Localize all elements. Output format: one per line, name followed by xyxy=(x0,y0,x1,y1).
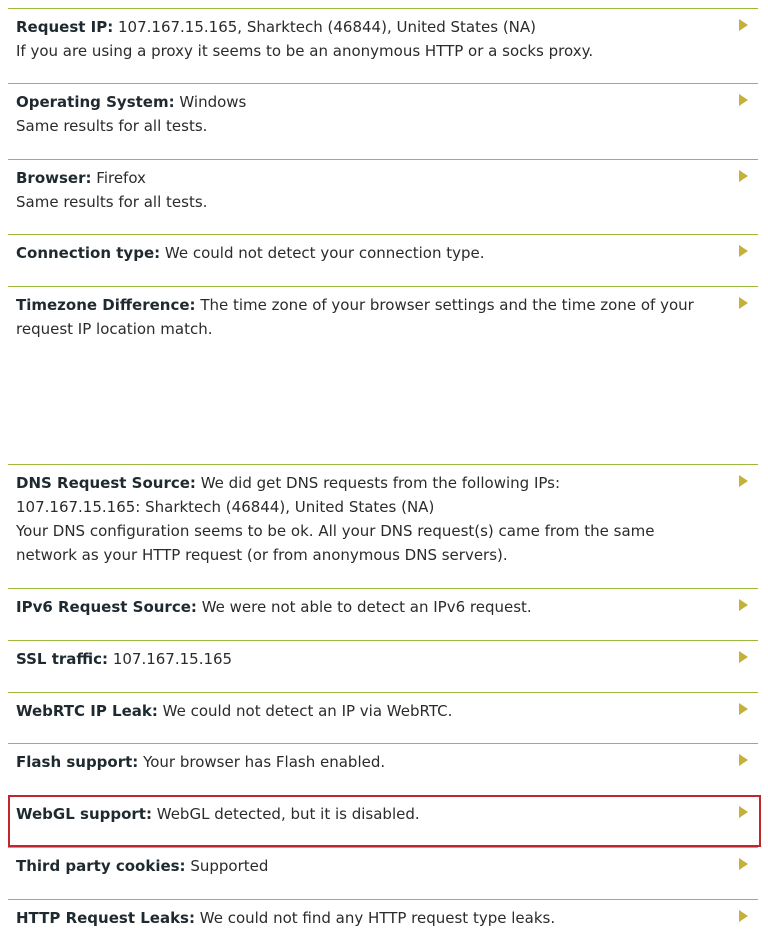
row-label: DNS Request Source: xyxy=(16,474,196,492)
row-value: We could not detect an IP via WebRTC. xyxy=(162,702,453,720)
result-row-request-ip[interactable] xyxy=(8,8,758,63)
expand-arrow-icon[interactable] xyxy=(739,858,748,870)
row-detail: Same results for all tests. xyxy=(16,117,208,135)
result-row-dns-request-source[interactable] xyxy=(8,464,758,567)
result-row-timezone-difference[interactable] xyxy=(8,286,758,341)
row-value: Windows xyxy=(179,93,247,111)
expand-arrow-icon[interactable] xyxy=(739,754,748,766)
row-label: Request IP: xyxy=(16,18,114,36)
row-label: HTTP Request Leaks: xyxy=(16,909,195,927)
row-detail: If you are using a proxy it seems to be an anonymous HTTP or a socks proxy. xyxy=(16,42,594,60)
expand-arrow-icon[interactable] xyxy=(739,170,748,182)
highlight-box xyxy=(8,795,761,847)
row-label: Flash support: xyxy=(16,753,139,771)
row-label: Browser: xyxy=(16,169,92,187)
row-label: Third party cookies: xyxy=(16,857,186,875)
expand-arrow-icon[interactable] xyxy=(739,703,748,715)
expand-arrow-icon[interactable] xyxy=(739,297,748,309)
row-value: We could not find any HTTP request type leaks. xyxy=(199,909,556,927)
row-label: WebGL support: xyxy=(16,805,152,823)
row-label: Operating System: xyxy=(16,93,175,111)
row-label: IPv6 Request Source: xyxy=(16,598,197,616)
result-row-webrtc-ip-leak[interactable] xyxy=(8,692,758,723)
result-row-flash-support[interactable] xyxy=(8,743,758,774)
row-value: 107.167.15.165 xyxy=(112,650,233,668)
result-row-ssl-traffic[interactable] xyxy=(8,640,758,671)
expand-arrow-icon[interactable] xyxy=(739,651,748,663)
row-value: WebGL detected, but it is disabled. xyxy=(156,805,420,823)
row-detail: 107.167.15.165: Sharktech (46844), United States (NA) xyxy=(16,498,435,516)
expand-arrow-icon[interactable] xyxy=(739,94,748,106)
result-row-browser[interactable] xyxy=(8,159,758,214)
row-label: Connection type: xyxy=(16,244,161,262)
row-label: SSL traffic: xyxy=(16,650,109,668)
result-row-connection-type[interactable] xyxy=(8,234,758,265)
row-detail: Your DNS configuration seems to be ok. All your DNS request(s) came from the same network as your HTTP request (or from anonymous DNS servers). xyxy=(16,522,655,564)
expand-arrow-icon[interactable] xyxy=(739,599,748,611)
result-row-ipv6-request-source[interactable] xyxy=(8,588,758,619)
row-value: Supported xyxy=(190,857,269,875)
expand-arrow-icon[interactable] xyxy=(739,245,748,257)
expand-arrow-icon[interactable] xyxy=(739,19,748,31)
row-label: Timezone Difference: xyxy=(16,296,196,314)
row-value: We were not able to detect an IPv6 request. xyxy=(201,598,532,616)
result-row-third-party-cookies[interactable] xyxy=(8,847,758,878)
result-row-operating-system[interactable] xyxy=(8,83,758,138)
row-value: We could not detect your connection type. xyxy=(164,244,485,262)
row-value: 107.167.15.165, Sharktech (46844), United States (NA) xyxy=(118,18,537,36)
row-detail: Same results for all tests. xyxy=(16,193,208,211)
row-value: Your browser has Flash enabled. xyxy=(143,753,386,771)
row-value: Firefox xyxy=(96,169,146,187)
expand-arrow-icon[interactable] xyxy=(739,475,748,487)
expand-arrow-icon[interactable] xyxy=(739,910,748,922)
row-value: We did get DNS requests from the following IPs: xyxy=(200,474,561,492)
row-value: The time zone of your browser settings and the time zone of your request IP location match. xyxy=(16,296,694,338)
result-row-http-request-leaks[interactable] xyxy=(8,899,758,930)
row-label: WebRTC IP Leak: xyxy=(16,702,158,720)
